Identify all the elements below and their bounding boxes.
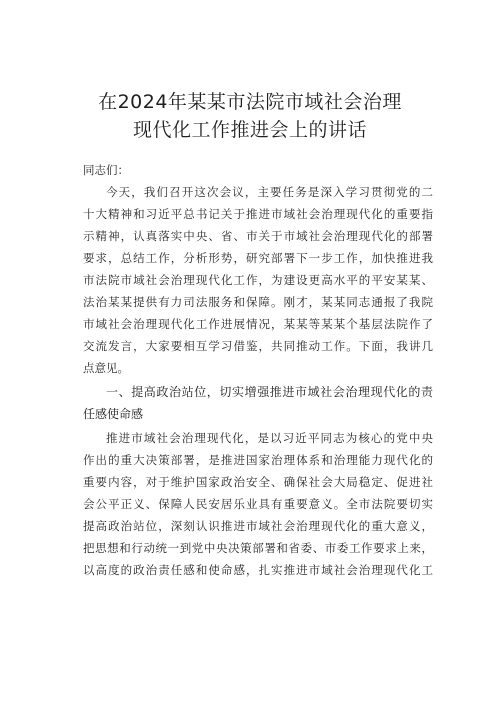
paragraph-1-line: 十大精神和习近平总书记关于推进市域社会治理现代化的重要指 [83, 207, 433, 221]
paragraph-2-line: 推进市域社会治理现代化，是以习近平同志为核心的党中央 [106, 431, 433, 445]
document-title-line-2: 现代化工作推进会上的讲话 [132, 119, 367, 141]
document-title-line-1: 在2024年某某市法院市域社会治理 [98, 91, 402, 113]
paragraph-1-line: 交流发言，大家要相互学习借鉴，共同推动工作。下面，我讲几 [83, 339, 433, 353]
paragraph-2-line: 以高度的政治责任感和使命感，扎实推进市域社会治理现代化工 [83, 563, 433, 577]
paragraph-1-line: 要求，总结工作，分析形势，研究部署下一步工作，加快推进我 [83, 251, 433, 265]
paragraph-1-line: 今天，我们召开这次会议，主要任务是深入学习贯彻党的二 [106, 185, 433, 199]
section-heading-1-continued: 任感使命感 [83, 407, 144, 421]
section-heading-1: 一、提高政治站位，切实增强推进市域社会治理现代化的责 [106, 385, 433, 399]
paragraph-2-line: 重要内容，对于维护国家政治安全、确保社会大局稳定、促进社 [83, 475, 433, 489]
paragraph-2-line: 作出的重大决策部署，是推进国家治理体系和治理能力现代化的 [83, 453, 433, 467]
paragraph-2-line: 提高政治站位，深刻认识推进市域社会治理现代化的重大意义， [83, 519, 433, 533]
paragraph-1-line: 点意见。 [83, 361, 129, 375]
paragraph-2-line: 把思想和行动统一到党中央决策部署和省委、市委工作要求上来， [83, 541, 433, 555]
paragraph-1-line: 示精神，认真落实中央、省、市关于市域社会治理现代化的部署 [83, 229, 433, 243]
paragraph-1-line: 市域社会治理现代化工作进展情况，某某等某某个基层法院作了 [83, 317, 433, 331]
paragraph-2-line: 会公平正义、保障人民安居乐业具有重要意义。全市法院要切实 [83, 497, 433, 511]
salutation: 同志们： [83, 163, 129, 177]
paragraph-1-line: 市法院市域社会治理现代化工作，为建设更高水平的平安某某、 [83, 273, 433, 287]
paragraph-1-line: 法治某某提供有力司法服务和保障。刚才，某某同志通报了我院 [83, 295, 433, 309]
